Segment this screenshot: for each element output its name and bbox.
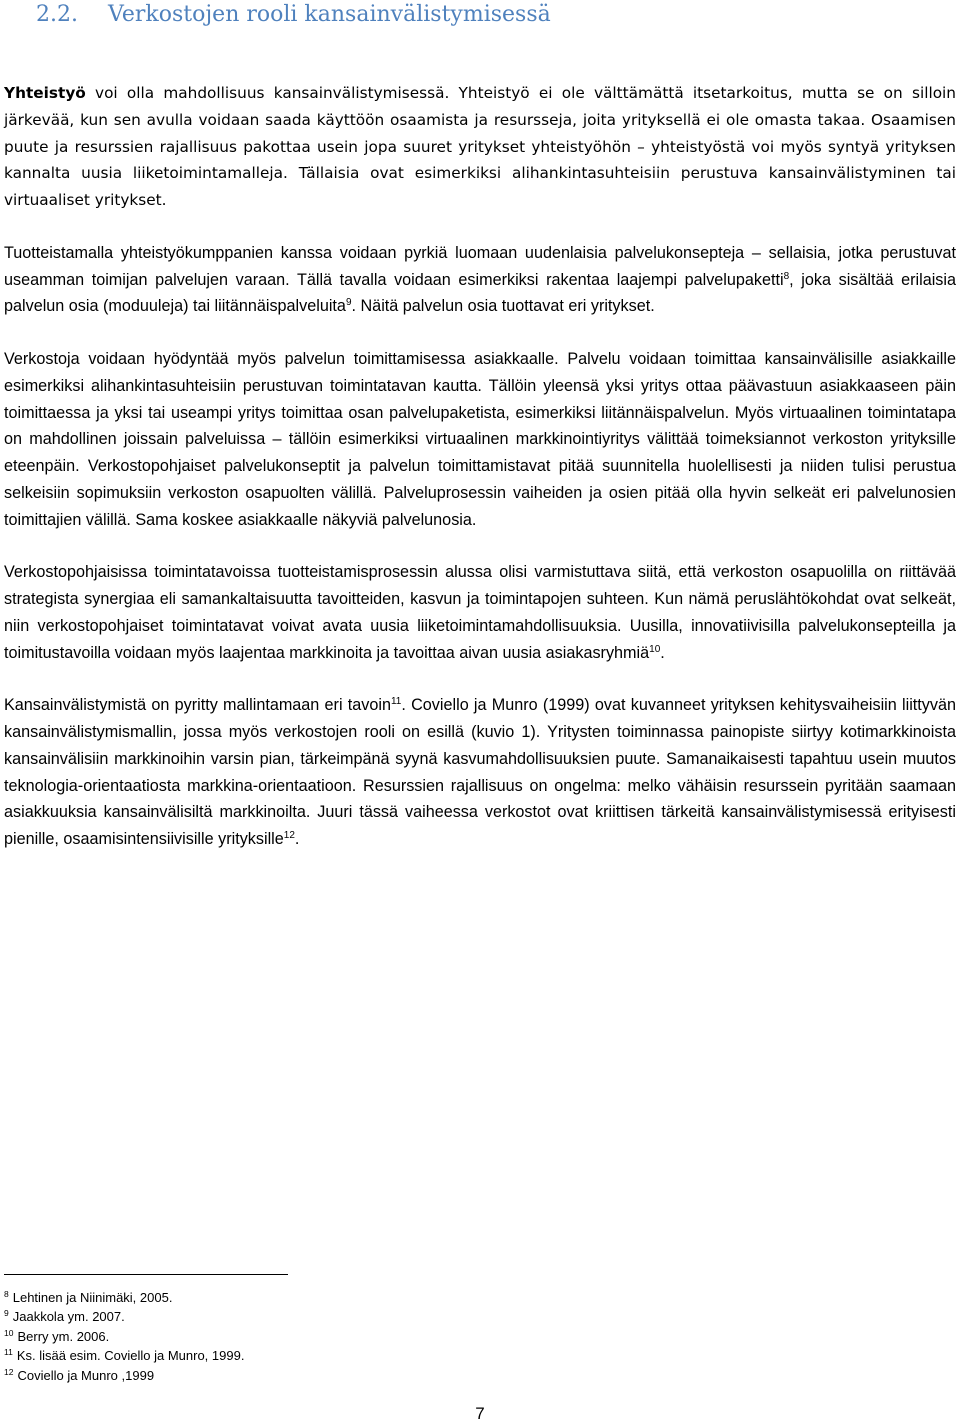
footnote-number: 10: [4, 1327, 14, 1338]
body-text: [4, 80, 956, 879]
footnote-text: Lehtinen ja Niinimäki, 2005.: [12, 1290, 173, 1305]
section-number: 2.2.: [36, 2, 78, 27]
paragraph-2-part-2: , joka sisältää erilaisia palvelun osia (moduuleja) tai liitännäispalveluita: [4, 270, 957, 316]
paragraph-1-text: voi olla mahdollisuus kansainvälistymisessä. Yhteistyö ei ole välttämättä itsetarkoitus, mutta se on silloin järkevää, kun sen avulla voidaan saada käyttöön osaamista ja resursseja, joita yrityksellä ei ole omasta takaa. Osaamisen puute ja resurssien rajallisuus pakottaa usein jopa suuret yritykset yhteistyöhön – yhteistyöstä voi myös syntyä yrityksen kannalta uusia liiketoimintamalleja. Tällaisia ovat esimerkiksi alihankintasuhteisiin perustuva kansainvälistyminen tai virtuaaliset yritykset.: [4, 84, 956, 209]
footnote-number: 11: [4, 1347, 13, 1358]
footnote-separator: [4, 1274, 288, 1275]
paragraph-2-part-1: Tuotteistamalla yhteistyökumppanien kanssa voidaan pyrkiä luomaan uudenlaisia palvelukonsepteja – sellaisia, jotka perustuvat useamman toimijan palvelujen varaan. Tällä tavalla voidaan esimerkiksi rakentaa laajempi palvelupaketti: [4, 243, 956, 289]
page-number: 7: [475, 1404, 485, 1423]
footnote-number: 8: [4, 1289, 9, 1299]
paragraph-4-tail: .: [660, 643, 665, 662]
footnote-number: 9: [4, 1308, 9, 1319]
footnote-text: Berry ym. 2006.: [17, 1328, 110, 1344]
footnotes: [4, 1288, 244, 1385]
section-heading: [36, 0, 551, 30]
paragraph-5: [4, 692, 956, 853]
paragraph-5-part-2: . Coviello ja Munro (1999) ovat kuvanneet yrityksen kehitysvaiheisiin liittyvän kansainvälistymismallin, jossa myös verkostojen rooli on esillä (kuvio 1). Yritysten toiminnassa painopiste siirtyy kotimarkkinoista kansainvälisiin markkinoihin varsin pian, tärkeimpänä syynä kasvumahdollisuuksien puute. Samanaikaisesti tapahtuu usein muutos teknologia-orientaatiosta markkina-orientaatioon. Resurssien rajallisuus on ongelma: melko vähäisin resurssein pyritään saamaan asiakkuuksia kansainvälisiltä markkinoilta. Juuri tässä vaiheessa verkostot ovat kriittisen tärkeitä kansainvälistymisessä erityisesti pienille, osaamisintensiivisille yrityksille: [4, 696, 956, 848]
footnote-8: [4, 1288, 244, 1307]
paragraph-5-part-3: .: [294, 830, 300, 848]
paragraph-3-text: Verkostoja voidaan hyödyntää myös palvelun toimittamisessa asiakkaalle. Palvelu voidaan toimittaa kansainvälisille asiakkaille esimerkiksi alihankintasuhteisiin perustuvan toimintatavan kautta. Tällöin yleensä yksi yritys ottaa päävastuun asiakkaaseen päin toimittaessa ja yksi tai useampi yritys toimittaa osan palvelupaketista, esimerkiksi liitännäispalvelun. Myös virtuaalinen toimintatapa on mahdollinen joissain palveluissa – tällöin esimerkiksi virtuaalinen markkinointiyritys välittää toimeksiannot verkoston yrityksille eteenpäin. Verkostopohjaiset palvelukonseptit ja palvelun toimittamistavat pitää suunnitella huolellisesti ja niiden tulisi perustua selkeisiin sopimuksiin verkoston osapuolten välillä. Palveluprosessin vaiheiden ja osien pitää olla hyvin selkeät eri palvelunosien toimittajien välillä. Sama koskee asiakkaalle näkyviä palvelunosia.: [4, 350, 956, 529]
footnote-9: [4, 1307, 244, 1326]
paragraph-4-text: Verkostopohjaisissa toimintatavoissa tuotteistamisprosessin alussa olisi varmistuttava siitä, että verkoston osapuolilla on riittävää strategista synergiaa eli samankaltaisuutta tavoitteiden, kasvun ja toimintapojen suhteen. Kun nämä peruslähtökohdat ovat selkeät, niin verkostopohjaiset toimintatavat voivat avata uusia liiketoimintamahdollisuuksia. Uusilla, innovatiivisilla palvelukonsepteilla ja toimitustavoilla voidaan myös laajentaa markkinoita ja tavoittaa aivan uusia asiakasryhmiä: [4, 563, 956, 662]
footnote-12: [4, 1366, 244, 1385]
footnote-text: Ks. lisää esim. Coviello ja Munro, 1999.: [16, 1348, 245, 1364]
paragraph-2: [4, 240, 956, 320]
footnote-10: [4, 1327, 244, 1346]
footnote-ref-9[interactable]: 9: [345, 297, 352, 309]
footnote-number: 12: [4, 1366, 14, 1377]
paragraph-1: [4, 80, 956, 214]
footnote-ref-10[interactable]: 10: [649, 643, 661, 655]
footnote-ref-8[interactable]: 8: [783, 270, 790, 282]
paragraph-1-bold-lead: Yhteistyö: [4, 84, 86, 102]
footnote-ref-12[interactable]: 12: [283, 830, 295, 841]
paragraph-3: [4, 346, 956, 533]
footnote-ref-11[interactable]: 11: [390, 696, 402, 708]
paragraph-2-part-3: . Näitä palvelun osia tuottavat eri yritykset.: [351, 297, 655, 316]
footnote-11: [4, 1346, 244, 1365]
paragraph-4: [4, 559, 956, 666]
paragraph-5-part-1: Kansainvälistymistä on pyritty mallintamaan eri tavoin: [4, 696, 391, 715]
footnote-text: Coviello ja Munro ,1999: [17, 1367, 155, 1383]
footnote-text: Jaakkola ym. 2007.: [12, 1309, 125, 1325]
section-title: Verkostojen rooli kansainvälistymisessä: [108, 2, 551, 27]
